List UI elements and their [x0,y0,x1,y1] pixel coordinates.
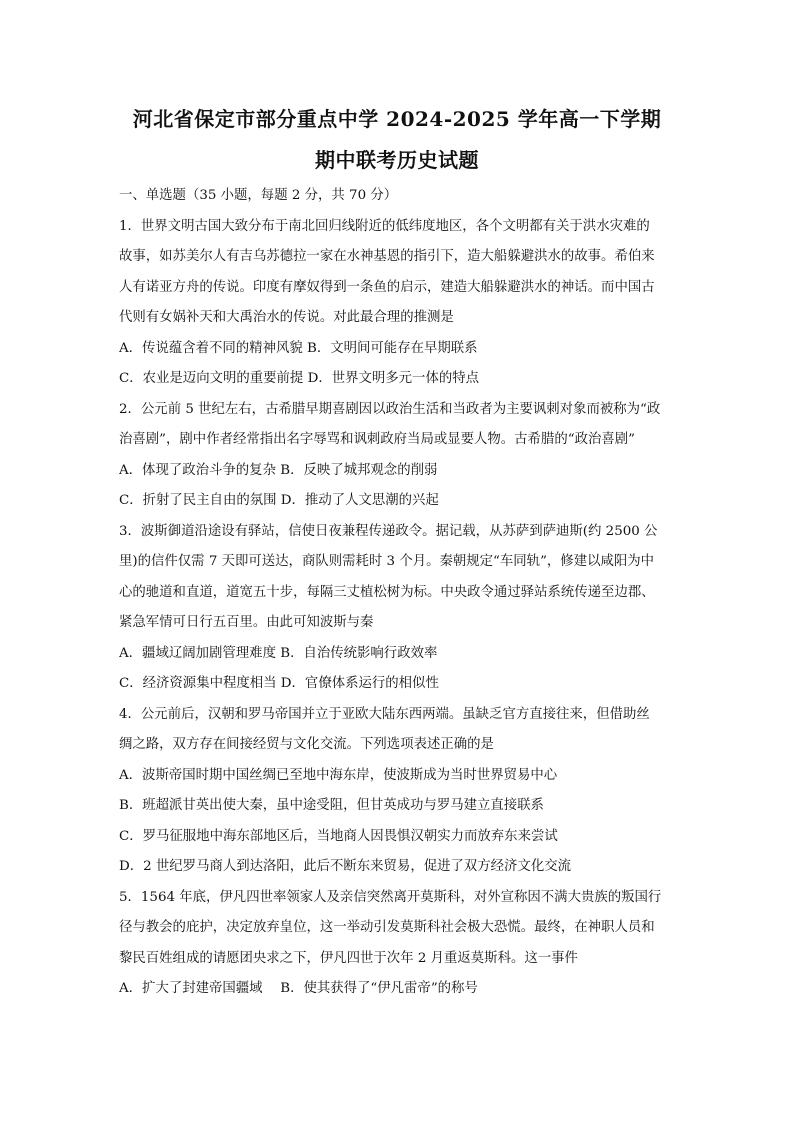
question-stem-line: 黎民百姓组成的请愿团央求之下，伊凡四世于次年 2 月重返莫斯科。这一事件 [119,950,578,966]
exam-title-line-2: 期中联考历史试题 [315,148,479,172]
answer-option-line: A．疆域辽阔加剧管理难度 B．自治传统影响行政效率 [119,645,438,661]
answer-option-line: C．折射了民主自由的氛围 D．推动了人文思潮的兴起 [119,493,439,508]
question-stem-line: 治喜剧”，剧中作者经常指出名字辱骂和讽刺政府当局或显要人物。古希腊的“政治喜剧” [119,432,635,447]
question-4 [119,700,679,883]
question-stem-line: 1．世界文明古国大致分布于南北回归线附近的低纬度地区，各个文明都有关于洪水灾难的 [119,218,650,234]
question-2 [119,395,679,517]
section-heading: 一、单选题（35 小题，每题 2 分，共 70 分） [119,188,398,203]
exam-title-line-1: 河北省保定市部分重点中学 2024-2025 学年高一下学期 [132,107,662,131]
question-stem-line: 4．公元前后，汉朝和罗马帝国并立于亚欧大陆东西两端。虽缺乏官方直接往来，但借助丝 [119,706,650,722]
question-stem-line: 人有诺亚方舟的传说。印度有摩奴得到一条鱼的启示，建造大船躲避洪水的神话。而中国古 [119,279,655,295]
answer-option-line: D．2 世纪罗马商人到达洛阳，此后不断东来贸易，促进了双方经济文化交流 [119,859,572,874]
question-stem-line: 故事，如苏美尔人有吉乌苏德拉一家在水神基恩的指引下，造大船躲避洪水的故事。希伯来 [119,249,655,264]
question-stem-line: 里)的信件仅需 7 天即可送达，商队则需耗时 3 个月。秦朝规定“车同轨”，修建以咸阳为中 [119,554,655,569]
question-stem-line: 心的驰道和直道，道宽五十步，每隔三丈植松树为标。中央政令通过驿站系统传递至边郡、 [119,584,655,600]
question-stem-line: 2．公元前 5 世纪左右，古希腊早期喜剧因以政治生活和当政者为主要讽刺对象而被称为“政 [119,401,661,417]
answer-option-line: C．罗马征服地中海东部地区后，当地商人因畏惧汉朝实力而放弃东来尝试 [119,828,558,844]
answer-option-line: C．农业是迈向文明的重要前提 D．世界文明多元一体的特点 [119,371,480,386]
answer-option-line: B．班超派甘英出使大秦，虽中途受阻，但甘英成功与罗马建立直接联系 [119,798,544,813]
answer-option-line: A．传说蕴含着不同的精神风貌 B．文明间可能存在早期联系 [119,340,478,356]
question-1 [119,212,679,395]
answer-option-line: A．波斯帝国时期中国丝绸已至地中海东岸，使波斯成为当时世界贸易中心 [119,767,558,783]
question-stem-line: 径与教会的庇护，决定放弃皇位，这一举动引发莫斯科社会极大恐慌。最终，在神职人员和 [119,920,655,935]
question-stem-line: 代则有女娲补天和大禹治水的传说。对此最合理的推测是 [119,310,454,325]
exam-content [119,181,679,1005]
question-stem-line: 3．波斯御道沿途设有驿站，信使日夜兼程传递政令。据记载，从苏萨到萨迪斯(约 2500 公 [119,523,658,539]
question-stem-line: 紧急军情可日行五百里。由此可知波斯与秦 [119,615,374,630]
question-5 [119,883,679,1005]
answer-option-line: A．扩大了封建帝国疆域 B．使其获得了“伊凡雷帝”的称号 [119,981,478,996]
question-stem-line: 绸之路，双方存在间接经贸与文化交流。下列选项表述正确的是 [119,737,494,752]
answer-option-line: C．经济资源集中程度相当 D．官僚体系运行的相似性 [119,676,439,691]
question-3 [119,517,679,700]
answer-option-line: A．体现了政治斗争的复杂 B．反映了城邦观念的削弱 [119,462,438,478]
question-stem-line: 5．1564 年底，伊凡四世率领家人及亲信突然离开莫斯科，对外宣称因不满大贵族的叛国行 [119,889,662,905]
